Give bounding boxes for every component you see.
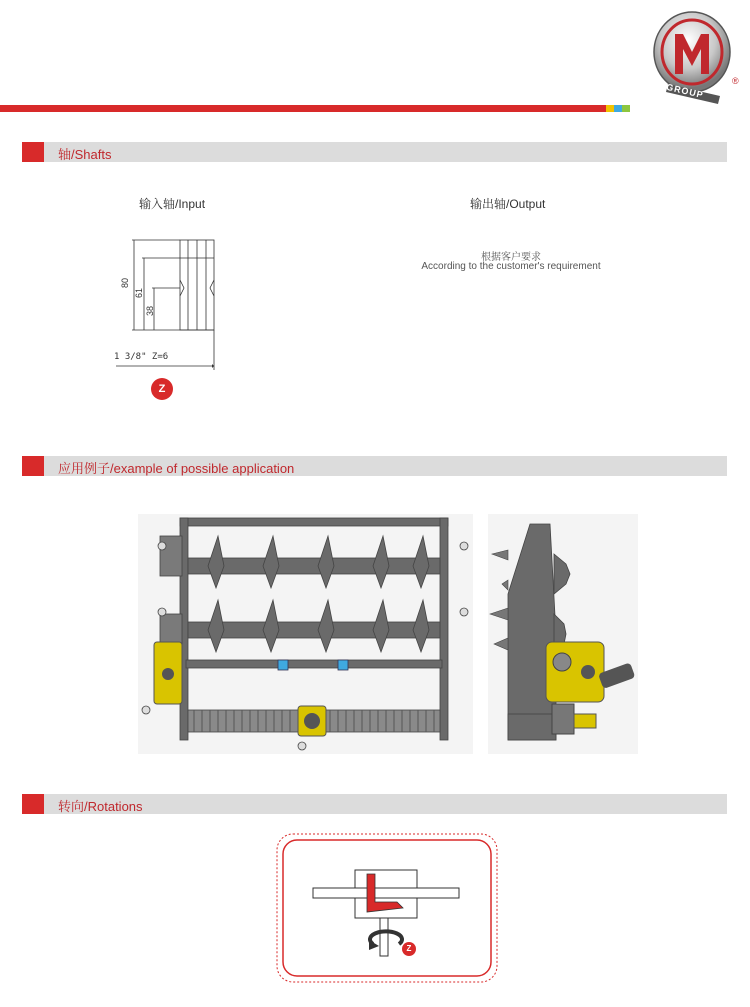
section-title-rotations: 转向/Rotations (58, 799, 143, 814)
input-shaft-label: 输入轴/Input (139, 197, 206, 211)
logo-text: GROUP (665, 81, 705, 101)
header-bar-square-green (622, 105, 630, 112)
section-title-application: 应用例子/example of possible application (58, 461, 295, 476)
spline-spec: 1 3/8" Z=6 (114, 352, 169, 362)
application-side-view (488, 514, 638, 754)
section-title-shafts: 轴/Shafts (58, 147, 112, 162)
dimension-61: 61 (134, 287, 145, 299)
input-rotation-badge: Z (151, 378, 173, 400)
header-bar-square-blue (614, 105, 622, 112)
input-shaft-drawing (108, 228, 220, 376)
company-logo (650, 4, 744, 112)
section-header-application (22, 456, 727, 476)
header-red-bar (0, 105, 606, 112)
application-front-view (138, 514, 473, 754)
header-bar-square-yellow (606, 105, 614, 112)
registered-mark: ® (732, 76, 739, 86)
dimension-38: 38 (145, 305, 156, 317)
output-note-en: According to the customer's requirement (421, 261, 601, 272)
dimension-80: 80 (120, 277, 131, 289)
section-header-shafts (22, 142, 727, 162)
output-shaft-label: 输出轴/Output (470, 197, 546, 211)
section-marker (22, 456, 44, 476)
rotation-diagram (275, 832, 499, 984)
section-marker (22, 142, 44, 162)
section-header-rotations (22, 794, 727, 814)
rotation-badge: Z (402, 942, 416, 956)
section-marker (22, 794, 44, 814)
output-note-cn: 根据客户要求 (481, 252, 541, 263)
